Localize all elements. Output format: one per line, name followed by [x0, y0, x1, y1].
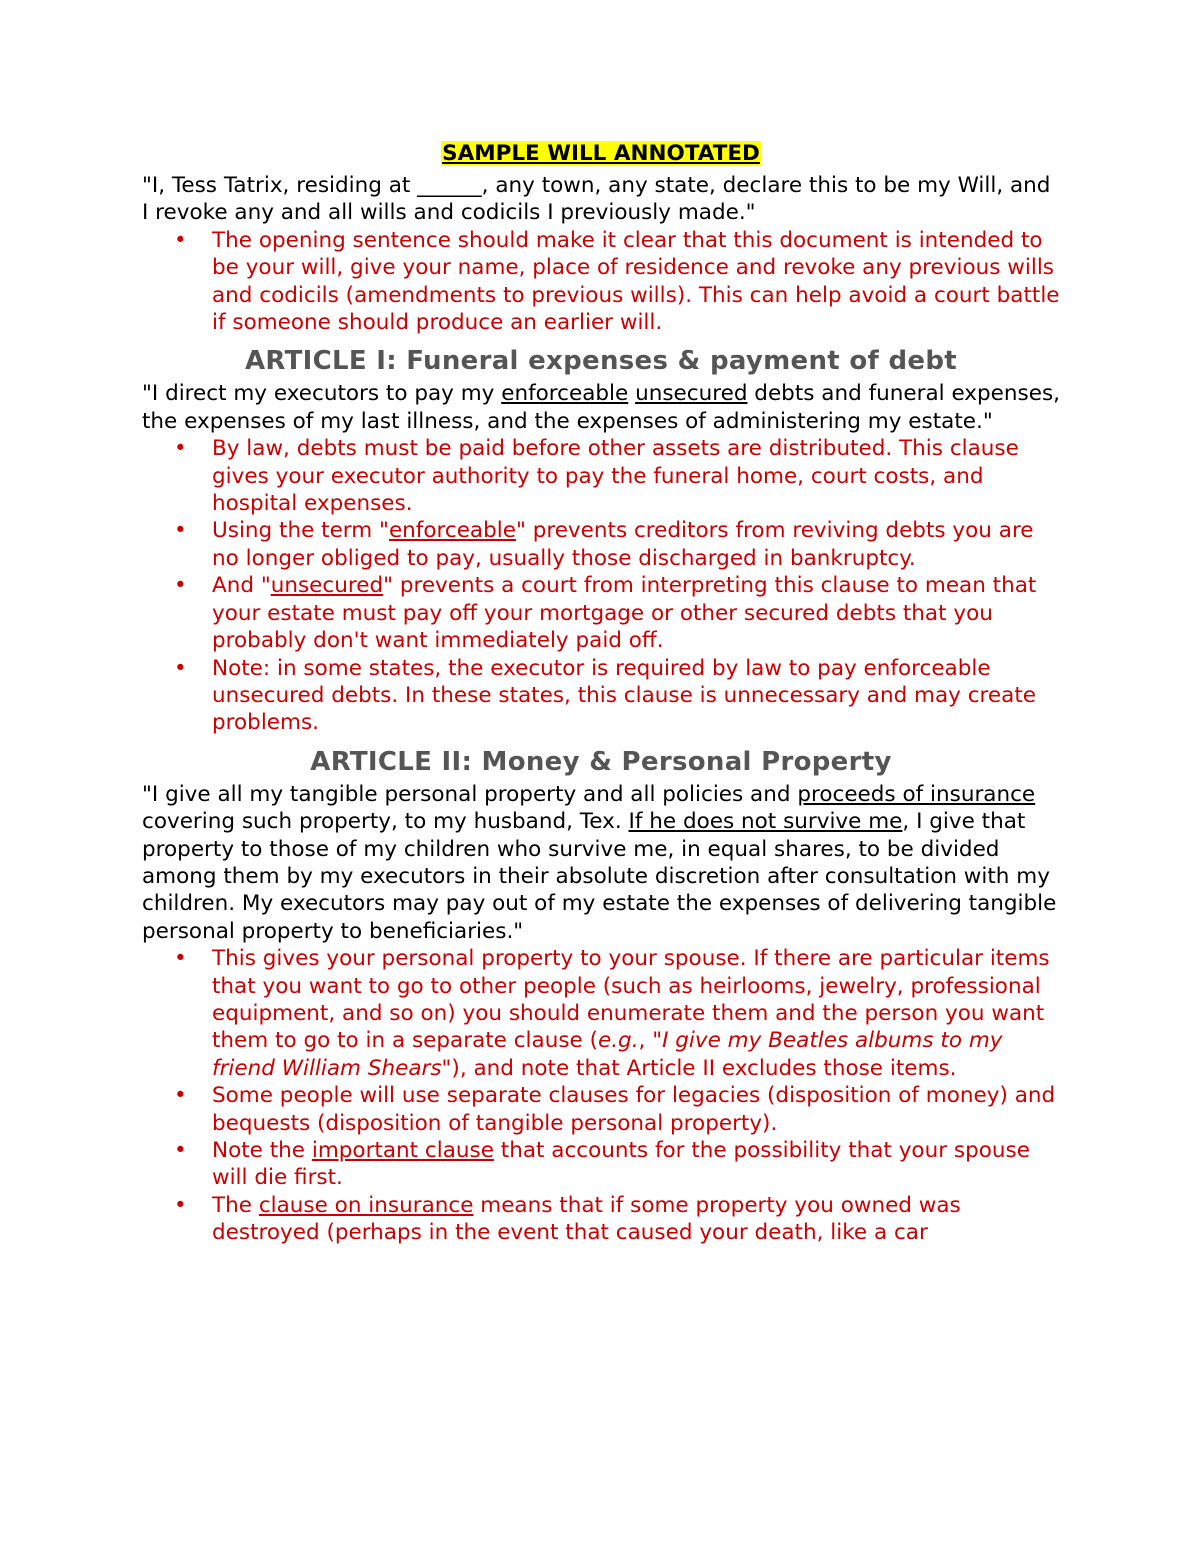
italic-text: e.g.: [597, 1028, 639, 1054]
article-2-note: [142, 1137, 1060, 1192]
bullet-icon: •: [174, 1192, 187, 1218]
underlined-term: clause on insurance: [258, 1192, 474, 1218]
underlined-term: important clause: [311, 1138, 494, 1163]
bullet-icon: •: [174, 573, 187, 599]
quote-text: "I give all my tangible personal property and all policies and: [142, 781, 798, 807]
article-1-quote: [142, 380, 1060, 435]
article-2-note: [142, 1192, 1060, 1247]
italic-text: I give my Beatles albums to my friend William Shears: [212, 1028, 1003, 1081]
quote-text: "I direct my executors to pay my: [142, 381, 502, 407]
article-2-note: [142, 945, 1060, 1082]
underlined-term: If he does not survive me: [628, 809, 903, 835]
intro-note: [142, 227, 1060, 337]
note-text: This gives your personal property to your spouse. If there are particular items that you want to go to other people (such as heirlooms, jewelry, professional equipment, and so on) you should enumerate them and the person you want them to go to in a separate clause (: [212, 946, 1050, 1054]
note-text: The: [212, 1192, 259, 1218]
article-2-note: [142, 1082, 1060, 1137]
intro-note-text: The opening sentence should make it clear that this document is intended to be your will, give your name, place of residence and revoke any previous wills and codicils (amendments to previous wills). This can help avoid a court battle if someone should produce an earlier will.: [212, 227, 1060, 336]
note-text: Note the: [212, 1138, 312, 1163]
title-block: [142, 140, 1060, 168]
note-text: that accounts for the possibility that your spouse will die first.: [212, 1138, 1030, 1191]
quote-text: covering such property, to my husband, Tex.: [142, 809, 629, 835]
underlined-term: enforceable: [501, 381, 629, 407]
note-text: " prevents creditors from reviving debts you are no longer obliged to pay, usually those discharged in bankruptcy.: [212, 518, 1034, 571]
bullet-icon: •: [174, 1083, 187, 1109]
note-text: means that if some property you owned was destroyed (perhaps in the event that caused your death, like a car: [212, 1192, 961, 1246]
article-1-note: [142, 435, 1060, 517]
underlined-term: proceeds of insurance: [797, 781, 1036, 807]
underlined-term: enforceable: [388, 518, 516, 544]
article-1-note: [142, 655, 1060, 737]
article-2-heading: ARTICLE II: Money & Personal Property: [310, 746, 892, 777]
article-1-notes: [142, 435, 1060, 736]
bullet-icon: •: [174, 436, 187, 462]
quote-text: debts and funeral expenses, the expenses of my last illness, and the expenses of administering my estate.": [142, 381, 1060, 434]
article-1-note: [142, 572, 1060, 654]
note-text: And ": [212, 573, 271, 599]
note-text: Some people will use separate clauses for legacies (disposition of money) and bequests (disposition of tangible personal property).: [212, 1083, 1056, 1136]
article-1-heading: ARTICLE I: Funeral expenses & payment of debt: [245, 346, 957, 377]
intro-notes: [142, 227, 1060, 337]
note-text: "), and note that Article II excludes those items.: [441, 1055, 957, 1081]
intro-quote: "I, Tess Tatrix, residing at ______, any town, any state, declare this to be my Will, and I revoke any and all wills and codicils I previously made.": [142, 173, 1051, 226]
quote-text: , I give that property to those of my children who survive me, in equal shares, to be divided among them by my executors in their absolute discretion after consultation with my children. My executors may pay out of my estate the expenses of delivering tangible personal property to beneficiaries.": [142, 809, 1057, 944]
note-text: , ": [638, 1028, 663, 1054]
note-text: By law, debts must be paid before other assets are distributed. This clause gives your executor authority to pay the funeral home, court costs, and hospital expenses.: [212, 436, 1019, 517]
document-title: SAMPLE WILL ANNOTATED: [442, 141, 760, 166]
note-text: " prevents a court from interpreting this clause to mean that your estate must pay off your mortgage or other secured debts that you probably don't want immediately paid off.: [212, 573, 1037, 654]
underlined-term: unsecured: [635, 381, 748, 407]
article-2-notes: [142, 945, 1060, 1246]
bullet-icon: •: [174, 1138, 187, 1163]
note-text: Note: in some states, the executor is required by law to pay enforceable unsecured debts. In these states, this clause is unnecessary and may create problems.: [212, 655, 1036, 736]
article-1-note: [142, 517, 1060, 572]
bullet-icon: •: [174, 655, 187, 681]
underlined-term: unsecured: [270, 573, 384, 599]
bullet-icon: •: [174, 227, 187, 253]
bullet-icon: •: [174, 946, 187, 972]
article-2-quote: [142, 781, 1060, 945]
bullet-icon: •: [174, 518, 187, 544]
note-text: Using the term ": [212, 518, 389, 544]
